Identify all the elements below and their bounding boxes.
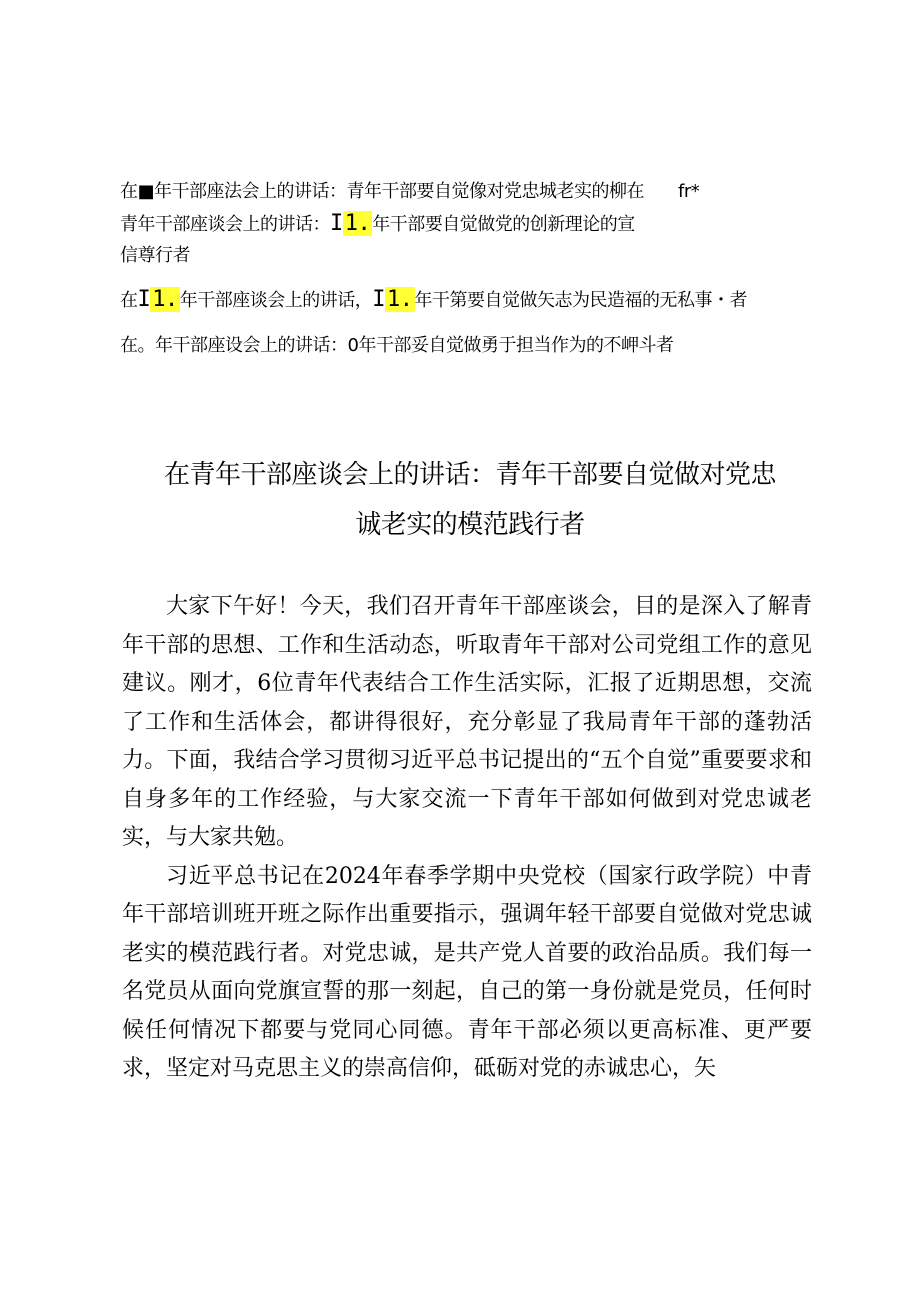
- toc-entry-2-glyph: I: [330, 211, 343, 236]
- table-of-contents: [120, 176, 820, 362]
- toc-entry-4: [120, 330, 820, 362]
- title-line-2: 诚老实的模范践行者: [355, 510, 585, 540]
- toc-entry-3-glyph-1: I: [137, 287, 151, 312]
- toc-entry-2-prefix: 青年干部座谈会上的讲话：: [120, 214, 330, 235]
- toc-entry-1-text: 在■年干部座法会上的讲话：青年干部要自觉像对党忠城老实的柳在: [120, 181, 645, 202]
- toc-entry-1: [120, 176, 820, 208]
- toc-entry-2-text: 年干部要自觉做党的创新理论的宣: [372, 214, 635, 235]
- toc-entry-3-text-1: 年干部座谈会上的讲话，: [179, 290, 373, 311]
- toc-entry-2-continuation: [120, 240, 820, 272]
- toc-entry-3-glyph-2: I: [372, 287, 385, 312]
- paragraph-1: 大家下午好！今天，我们召开青年干部座谈会，目的是深入了解青年干部的思想、工作和生活动态，听取青年干部对公司党组工作的意见建议。刚才，6位青年代表结合工作生活实际，汇报了近期思想，交流了工作和生活体会，都讲得很好，充分彰显了我局青年干部的蓬勃活力。下面，我结合学习贯彻习近平总书记提出的“五个自觉”重要要求和自身多年的工作经验，与大家交流一下青年干部如何做到对党忠诚老实，与大家共勉。: [122, 594, 812, 850]
- toc-entry-3-highlight-2: 1.: [387, 287, 413, 312]
- toc-entry-2-highlight: 1.: [344, 211, 371, 236]
- toc-entry-3-prefix: 在: [120, 290, 138, 311]
- toc-entry-2-cont-text: 信尊行者: [120, 245, 190, 266]
- toc-entry-2: [120, 208, 820, 240]
- document-title: [120, 450, 820, 550]
- toc-entry-3: [120, 284, 820, 316]
- toc-entry-3-text-2: 年干第要自觉做矢志为民造福的无私事・者: [414, 290, 747, 311]
- toc-entry-1-suffix: fr*: [678, 181, 700, 202]
- title-line-1: 在青年干部座谈会上的讲话：青年干部要自觉做对党忠: [163, 460, 776, 490]
- toc-entry-3-highlight-1: 1.: [152, 287, 178, 312]
- body-text: [122, 588, 812, 1089]
- paragraph-2: 习近平总书记在2024年春季学期中央党校（国家行政学院）中青年干部培训班开班之际作出重要指示，强调年轻干部要自觉做对党忠诚老实的模范践行者。对党忠诚，是共产党人首要的政治品质。我们每一名党员从面向党旗宣誓的那一刻起，自己的第一身份就是党员，任何时候任何情况下都要与党同心同德。青年干部必须以更高标准、更严要求，坚定对马克思主义的崇高信仰，砥砺对党的赤诚忠心，矢: [122, 863, 812, 1081]
- toc-entry-4-text: 在。年干部座设会上的讲话：0年干部妥自觉做勇于担当作为的不岬斗者: [120, 335, 674, 356]
